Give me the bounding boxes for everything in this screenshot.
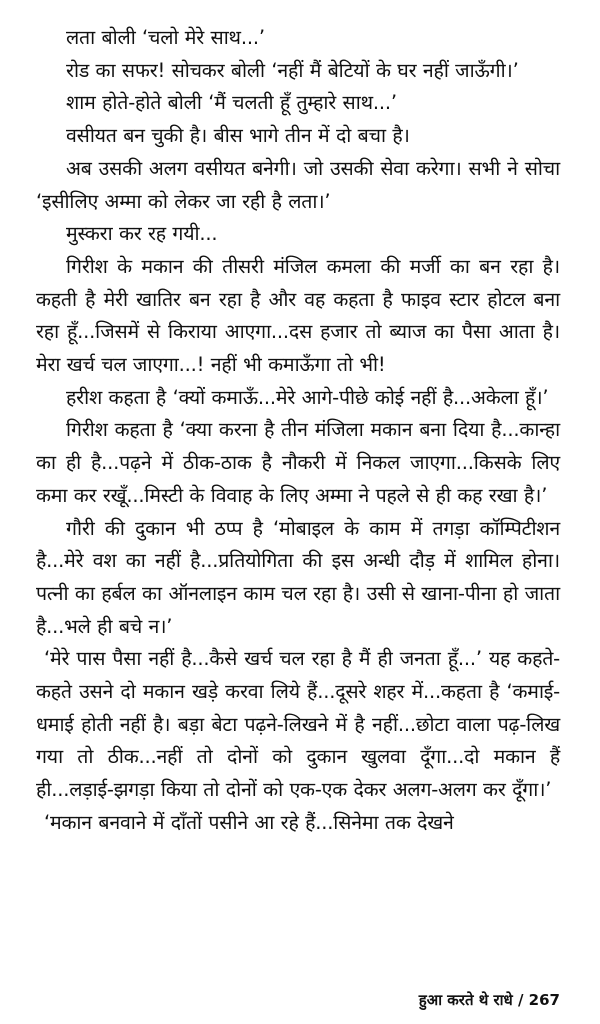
page-body: [36, 22, 560, 982]
paragraph-5: अब उसकी अलग वसीयत बनेगी। जो उसकी सेवा करेगा। सभी ने सोचा ‘इसीलिए अम्मा को लेकर जा रही है लता।’: [36, 156, 560, 213]
paragraph-3: शाम होते-होते बोली ‘मैं चलती हूँ तुम्हारे साथ...’: [66, 91, 397, 115]
paragraph-9: गिरीश कहता है ‘क्या करना है तीन मंजिला मकान बना दिया है...कान्हा का ही है...पढ़ने में ठीक-ठाक है नौकरी में निकल जाएगा...किसके लिए कमा कर रखूँ...मिस्टी के विवाह के लिए अम्मा ने पहले से ही कह रखा है।’: [36, 418, 560, 507]
paragraph-4: वसीयत बन चुकी है। बीस भागे तीन में दो बचा है।: [66, 124, 410, 148]
paragraph-6: मुस्करा कर रह गयी...: [66, 222, 218, 246]
paragraph-12: ‘मकान बनवाने में दाँतों पसीने आ रहे हैं...सिनेमा तक देखने: [44, 810, 454, 834]
paragraph-8: हरीश कहता है ‘क्यों कमाऊँ...मेरे आगे-पीछे कोई नहीं है...अकेला हूँ।’: [66, 385, 549, 409]
paragraph-2: रोड का सफर! सोचकर बोली ‘नहीं मैं बेटियों के घर नहीं जाऊँगी।’: [66, 58, 519, 82]
paragraph-10: गौरी की दुकान भी ठप्प है ‘मोबाइल के काम में तगड़ा कॉम्पिटीशन है...मेरे वश का नहीं है...प्रतियोगिता की इस अन्धी दौड़ में शामिल होना। पत्नी का हर्बल का ऑनलाइन काम चल रहा है। उसी से खाना-पीना हो जाता है...भले ही बचे न।’: [36, 516, 560, 638]
paragraph-7: गिरीश के मकान की तीसरी मंजिल कमला की मर्जी का बन रहा है। कहती है मेरी खातिर बन रहा है और वह कहता है फाइव स्टार होटल बना रहा हूँ...जिसमें से किराया आएगा...दस हजार तो ब्याज का पैसा आता है। मेरा खर्च चल जाएगा...! नहीं भी कमाऊँगा तो भी!: [36, 254, 560, 377]
paragraph-1: लता बोली ‘चलो मेरे साथ...’: [66, 26, 265, 49]
page-footer: हुआ करते थे राधे / 267: [418, 991, 560, 1009]
paragraph-11: ‘मेरे पास पैसा नहीं है...कैसे खर्च चल रहा है मैं ही जनता हूँ...’ यह कहते-कहते उसने दो मकान खड़े करवा लिये हैं...दूसरे शहर में...कहता है ‘कमाई-धमाई होती नहीं है। बड़ा बेटा पढ़ने-लिखने में है नहीं...छोटा वाला पढ़-लिख गया तो ठीक...नहीं तो दोनों को दुकान खुलवा दूँगा...दो मकान हैं ही...लड़ाई-झगड़ा किया तो दोनों को एक-एक देकर अलग-अलग कर दूँगा।’: [36, 647, 560, 802]
